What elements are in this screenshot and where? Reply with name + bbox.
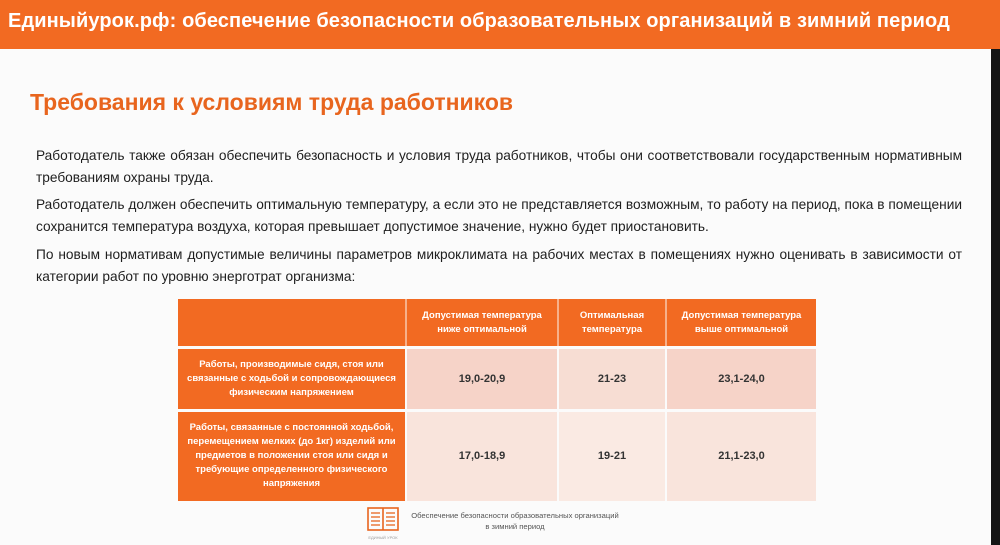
table-row [178,411,816,501]
table-cell: 17,0-18,9 [406,411,558,501]
table-header-above-optimal: Допустимая температура выше оптимальной [666,299,816,348]
slide [0,49,991,545]
window-edge [991,49,1000,545]
slide-heading: Требования к условиям труда работников [30,89,514,115]
paragraph-1: Работодатель также обязан обеспечить безопасность и условия труда работников, чтобы они соответствовали государственным нормативным требованиям охраны труда. [36,148,962,185]
table-row [178,348,816,411]
paragraph-3: По новым нормативам допустимые величины параметров микроклимата на рабочих местах в помещениях нужно оценивать в зависимости от категории работ по уровню энерготрат организма: [36,247,962,284]
temperature-table [178,299,816,501]
title-bar [0,0,1000,49]
table-header-corner [178,299,406,348]
table-cell: 19,0-20,9 [406,348,558,411]
row-label: Работы, связанные с постоянной ходьбой, перемещением мелких (до 1кг) изделий или предметов в положении стоя или сидя и требующие определенного физического напряжения [178,411,406,501]
table-cell: 21-23 [558,348,666,411]
table-header-row [178,299,816,348]
table-cell: 23,1-24,0 [666,348,816,411]
table-cell: 19-21 [558,411,666,501]
table-header-optimal: Оптимальная температура [558,299,666,348]
table-header-below-optimal: Допустимая температура ниже оптимальной [406,299,558,348]
logo-caption: ЕДИНЫЙ УРОК [368,535,398,540]
footer-caption: Обеспечение безопасности образовательных организаций в зимний период [411,511,619,531]
row-label: Работы, производимые сидя, стоя или связанные с ходьбой и сопровождающиеся физическим напряжением [178,348,406,411]
table-cell: 21,1-23,0 [666,411,816,501]
page-title: Единыйурок.рф: обеспечение безопасности образовательных организаций в зимний период [8,10,950,32]
paragraph-2: Работодатель должен обеспечить оптимальную температуру, а если это не представляется возможным, то работу на период, пока в помещении сохранится температура воздуха, которая превышает допустимое значение, нужно будет приостановить. [36,197,962,234]
book-logo-icon [367,506,399,534]
